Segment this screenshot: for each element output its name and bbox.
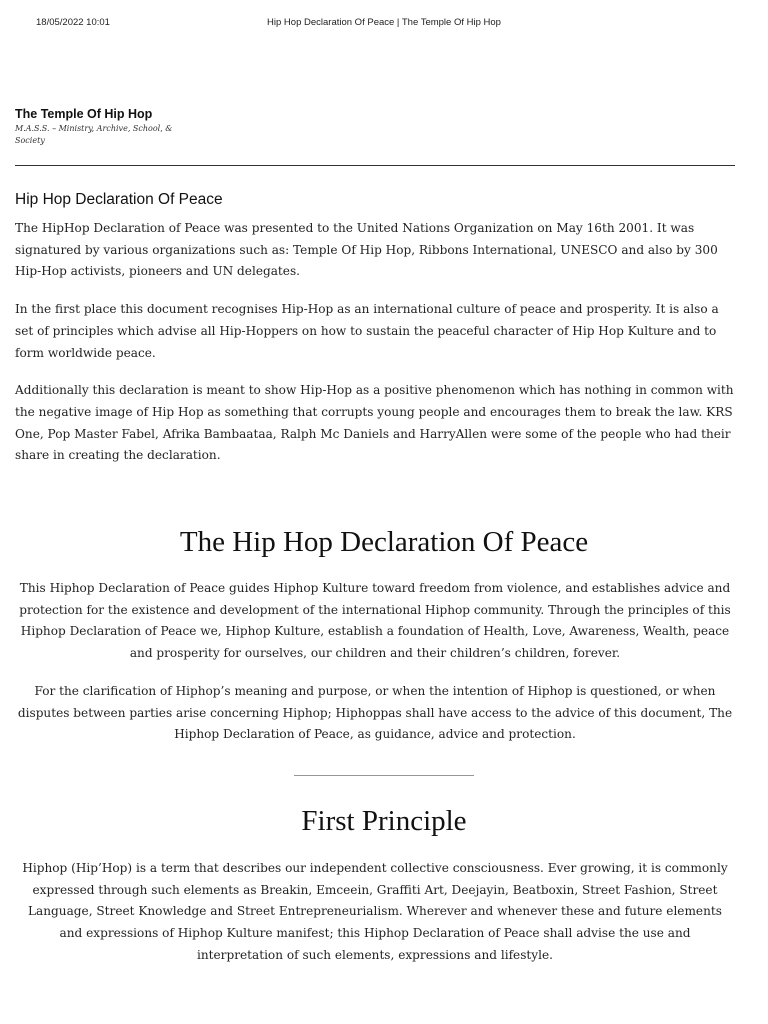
intro-paragraph-2: In the first place this document recognises Hip-Hop as an international culture of peace and prosperity. It is also a set of principles which advise all Hip-Hoppers on how to sustain the peaceful character of Hip Hop Kulture and to form worldwide peace. (15, 302, 719, 360)
intro-paragraph-1: The HipHop Declaration of Peace was presented to the United Nations Organization on May 16th 2001. It was signatured by various organizations such as: Temple Of Hip Hop, Ribbons International, UNESCO and also by 300 Hip-Hop activists, pioneers and UN delegates. (15, 221, 718, 279)
intro-paragraph-3: Additionally this declaration is meant to show Hip-Hop as a positive phenomenon which has nothing in common with the negative image of Hip Hop as something that corrupts young people and encourages them to break the law. KRS One, Pop Master Fabel, Afrika Bambaataa, Ralph Mc Daniels and HarryAllen were some of the people who had their share in creating the declaration. (15, 383, 734, 463)
post-title: Hip Hop Declaration Of Peace (15, 191, 223, 208)
site-branding (15, 106, 215, 147)
first-principle-paragraph: Hiphop (Hip’Hop) is a term that describes our independent collective consciousness. Ever growing, it is commonly expressed through such elements as Breakin, Emceein, Graffiti Art, Deejayin, Beatboxin, Street Fashion, Street Language, Street Knowledge and Street Entrepreneurialism. Wherever and whenever these and future elements and expressions of Hiphop Kulture manifest; this Hiphop Declaration of Peace shall advise the use and interpretation of such elements, expressions and lifestyle. (22, 861, 728, 962)
site-title-link[interactable]: The Temple Of Hip Hop (15, 107, 153, 121)
header-divider (15, 165, 735, 166)
print-header (0, 17, 768, 31)
post-intro (15, 218, 735, 467)
declaration-paragraph-2: For the clarification of Hiphop’s meaning and purpose, or when the intention of Hiphop is questioned, or when disputes between parties arise concerning Hiphop; Hiphoppas shall have access to the advice of this document, The Hiphop Declaration of Peace, as guidance, advice and protection. (17, 683, 733, 742)
first-principle-body (15, 858, 735, 983)
declaration-body (15, 578, 735, 762)
section-separator: ______________________________ (294, 762, 474, 776)
site-tagline: M.A.S.S. – Ministry, Archive, School, & Society (15, 124, 173, 145)
declaration-heading: The Hip Hop Declaration Of Peace (179, 526, 589, 558)
declaration-paragraph-1: This Hiphop Declaration of Peace guides Hiphop Kulture toward freedom from violence, and establishes advice and protection for the existence and development of the international Hiphop community. Through the principles of this Hiphop Declaration of Peace we, Hiphop Kulture, establish a foundation of Health, Love, Awareness, Wealth, peace and prosperity for ourselves, our children and their children’s children, forever. (19, 581, 731, 661)
first-principle-heading: First Principle (301, 805, 467, 837)
print-date: 18/05/2022 10:01 (36, 17, 110, 28)
print-page-title: Hip Hop Declaration Of Peace | The Temple Of Hip Hop (267, 17, 501, 28)
